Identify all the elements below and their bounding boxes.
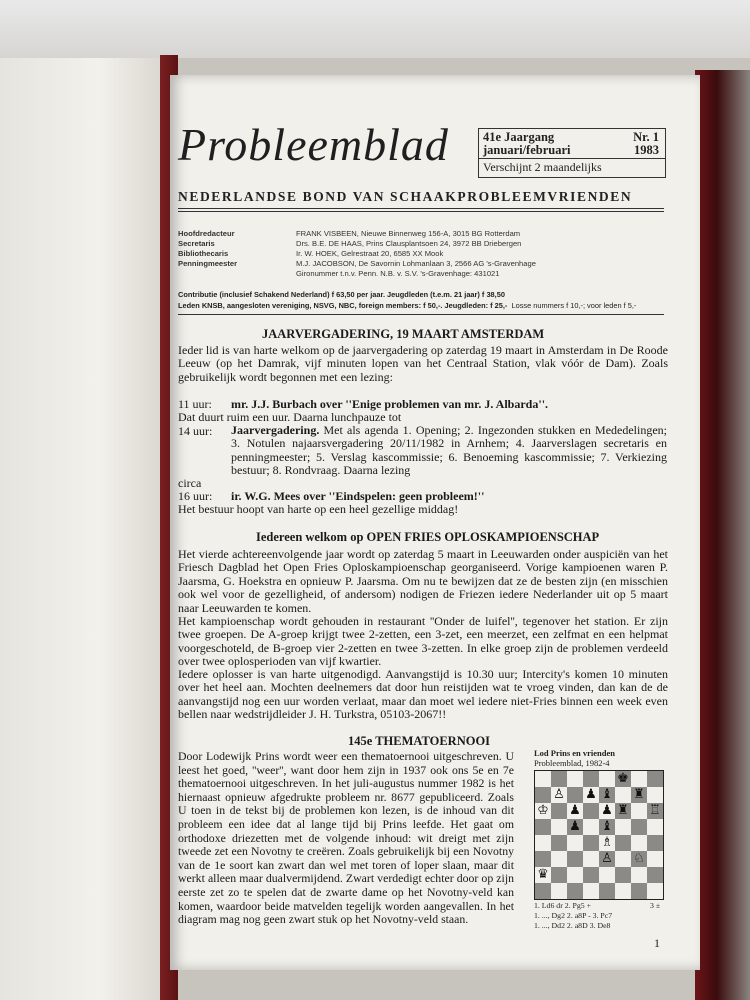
page-number: 1 <box>654 936 660 950</box>
board-square <box>567 851 583 867</box>
board-square <box>551 803 567 819</box>
agenda-lecture-1: mr. J.J. Burbach over ''Enige problemen van mr. J. Albarda''. <box>231 397 549 411</box>
chess-piece: ♝ <box>601 787 613 802</box>
board-square <box>535 787 551 803</box>
contributie-line: Contributie (inclusief Schakend Nederland) f 63,50 per jaar. Jeugdleden (t.e.m. 21 jaar) f 38,50 <box>178 290 505 299</box>
left-page-blank <box>0 58 165 1000</box>
staff-label: Secretaris <box>178 239 215 248</box>
issue-number: Nr. 1 <box>633 130 659 144</box>
board-square <box>631 803 647 819</box>
chess-piece: ♟ <box>569 803 581 818</box>
agenda-time: 11 uur: <box>178 397 212 411</box>
board-square <box>631 771 647 787</box>
meeting-heading: JAARVERGADERING, 19 MAART AMSTERDAM <box>262 327 545 341</box>
staff-value: Gironummer t.n.v. Penn. N.B. v. S.V. 's-Gravenhage: 431021 <box>296 269 500 278</box>
issue-frequency: Verschijnt 2 maandelijks <box>483 160 602 174</box>
chess-piece: ♜ <box>633 787 645 802</box>
agenda-after: Dat duurt ruim een uur. Daarna lunchpauze tot <box>178 410 402 424</box>
chess-piece: ♙ <box>601 851 613 866</box>
board-square <box>647 835 663 851</box>
chess-piece: ♚ <box>617 771 629 786</box>
solution-line: 1. Ld6 dr 2. Pg5 + <box>534 901 592 910</box>
board-square <box>567 867 583 883</box>
board-square <box>551 851 567 867</box>
board-square <box>583 771 599 787</box>
rule-top-2 <box>178 211 664 212</box>
board-square <box>583 867 599 883</box>
fries-paragraph-3: Iedere oplosser is van harte uitgenodigd. Aanvangstijd is 10.30 uur; Intercity's komen 10 minuten over het heel aan. Mochten deelnemers dat door hun reistijden wat te vroeg vinden, dan kan de de aanvangstijd nog een uur worden verlaat, maar dan moet wel iedere niet-Fries binnen een week even bellen naar wedstrijdleider J. H. Turkstra, 05103-2067!! <box>178 667 668 722</box>
staff-value: FRANK VISBEEN, Nieuwe Binnenweg 156-A, 3015 BG Rotterdam <box>296 229 521 238</box>
agenda-lecture-2: ir. W.G. Mees over ''Eindspelen: geen probleem!'' <box>231 489 485 503</box>
board-square <box>615 787 631 803</box>
contributie-bold: Leden KNSB, aangesloten vereniging, NSVG, NBC, foreign members: f 50,-. Jeugdleden: f 25,- <box>178 301 508 310</box>
board-square <box>615 835 631 851</box>
board-square <box>647 771 663 787</box>
board-square <box>631 835 647 851</box>
chess-piece: ♜ <box>617 803 629 818</box>
board-square <box>583 819 599 835</box>
board-square <box>583 803 599 819</box>
board-square <box>631 819 647 835</box>
fries-heading-caps: OPEN FRIES OPLOSKAMPIOENSCHAP <box>366 530 600 544</box>
book-cover-edge <box>695 70 750 1000</box>
agenda-meeting-text: Met als agenda 1. Opening; 2. Ingezonden stukken en Mededelingen; 3. Notulen najaarsvergadering 20/11/1982 in Arnhem; 4. Jaarverslagen secretaris en penningmeester; 5. Verslag kascommissie; 6. Benoeming kascommissie; 7. Verkiezing bestuur; 8. Rondvraag. Daarna lezing <box>231 423 667 478</box>
board-square <box>535 883 551 899</box>
chess-piece: ♗ <box>601 835 613 850</box>
masthead-subtitle: NEDERLANDSE BOND VAN SCHAAKPROBLEEMVRIENDEN <box>178 189 633 204</box>
agenda-circa: circa <box>178 476 202 490</box>
chess-piece: ♝ <box>601 819 613 834</box>
chess-piece: ♛ <box>537 867 549 882</box>
board-square <box>583 835 599 851</box>
board-square <box>551 835 567 851</box>
solution-stipulation: 3 ± <box>650 901 661 910</box>
solution-line: 1. ..., Dd2 2. a8D 3. De8 <box>534 921 611 930</box>
board-square <box>631 883 647 899</box>
board-square <box>647 867 663 883</box>
fries-paragraph-2: Het kampioenschap wordt gehouden in restaurant ''Onder de luifel'', tegenover het station. Er zijn twee groepen. De A-groep krijgt twee 2-zetten, een 3-zet, een meerzet, een zelfmat en een helpmat voorgeschoteld, de B-groep vier 2-zetten en twee 3-zetten. In elke groep zijn de problemen verdeeld over twee oplosperioden van vijf kwartier. <box>178 614 668 669</box>
agenda-meeting <box>231 424 667 478</box>
staff-value: Drs. B.E. DE HAAS, Prins Clausplantsoen 24, 3972 BB Driebergen <box>296 239 522 248</box>
board-square <box>583 851 599 867</box>
masthead-title: Probleemblad <box>178 119 449 170</box>
diagram-caption: Lod Prins en vrienden <box>534 748 615 758</box>
board-square <box>615 883 631 899</box>
board-square <box>551 771 567 787</box>
board-square <box>583 883 599 899</box>
board-square <box>567 835 583 851</box>
board-square <box>551 883 567 899</box>
board-square <box>647 883 663 899</box>
contributie-rest: Losse nummers f 10,-; voor leden f 5,- <box>511 301 637 310</box>
diagram-source: Probleemblad, 1982-4 <box>534 758 610 768</box>
themat-body: Door Lodewijk Prins wordt weer een thematoernooi uitgeschreven. U leest het goed, ''weer'', want door hem zijn in 1937 ook ons 5e en 7e thematoernooi uitgeschreven. In het juli-augustus nummer 1982 is het hiernaast opnieuw afgedrukte probleem nr. 8677 gepubliceerd. Zoals U toen in de tekst bij de problemen kon lezen, is de inhoud van dit probleem een idee dat al lange tijd bij Prins leefde. Het gaat om orthodoxe driezetten met de volgende inhoud: wit dreigt met zijn tweede zet een Novotny te creëren. Zoals gebruikelijk bij een Novotny van de 1e soort kan zwart dan wel met toren of loper slaan, maar dit werkt alleen maar dualvermijdend. Zwart verdedigt echter door op zijn eerste zet zo te spelen dat de zwarte dame op het Novotny-veld kan komen, waardoor beide matvelden tegelijk worden aangevallen. In het diagram mag nog geen zwart stuk op het Novotny-veld staan. <box>178 749 514 927</box>
board-square <box>615 867 631 883</box>
board-square <box>535 819 551 835</box>
board-square <box>631 867 647 883</box>
background-top <box>0 0 750 58</box>
board-square <box>647 819 663 835</box>
board-square <box>535 771 551 787</box>
board-square <box>647 787 663 803</box>
board-square <box>567 883 583 899</box>
board-square <box>567 771 583 787</box>
board-square <box>535 851 551 867</box>
issue-box-divider <box>479 158 665 159</box>
staff-value: Ir. W. HOEK, Gelrestraat 20, 6585 XX Mook <box>296 249 444 258</box>
fries-heading <box>256 530 599 545</box>
staff-label: Hoofdredacteur <box>178 229 235 238</box>
staff-value: M.J. JACOBSON, De Savornin Lohmanlaan 3, 2566 AG 's-Gravenhage <box>296 259 536 268</box>
chess-piece: ♟ <box>585 787 597 802</box>
agenda-time: 14 uur: <box>178 424 213 438</box>
board-square <box>551 867 567 883</box>
issue-period: januari/februari <box>483 143 571 157</box>
fries-heading-plain: Iedereen welkom op <box>256 530 367 544</box>
board-square <box>535 835 551 851</box>
board-square <box>615 851 631 867</box>
agenda-time: 16 uur: <box>178 489 213 503</box>
chess-piece: ♖ <box>649 803 661 818</box>
meeting-closing: Het bestuur hoopt van harte op een heel gezellige middag! <box>178 502 459 516</box>
issue-year: 1983 <box>634 143 659 157</box>
rule-staff <box>178 314 664 315</box>
staff-label: Bibliothecaris <box>178 249 229 258</box>
fries-paragraph-1: Het vierde achtereenvolgende jaar wordt op zaterdag 5 maart in Leeuwarden onder auspiciën van het Friesch Dagblad het Open Fries Oploskampioenschap georganiseerd. Vorige kampioenen waren P. Jaarsma, G. Hoekstra en opnieuw P. Jaarsma. Om nu te bewijzen dat ze de besten zijn (en misschien ook wel voor de gezelligheid, of andersom) nodigen de Friezen iedere Nederlander uit op 5 maart naar Leeuwarden te komen. <box>178 547 668 615</box>
issue-box <box>478 128 666 178</box>
board-square <box>647 851 663 867</box>
themat-heading: 145e THEMATOERNOOI <box>348 734 491 748</box>
chess-piece: ♔ <box>537 803 549 818</box>
chess-piece: ♟ <box>601 803 613 818</box>
solution-line: 1. ..., Dg2 2. a8P - 3. Pc7 <box>534 911 613 920</box>
contributie-line-2 <box>178 301 636 310</box>
board-square <box>599 771 615 787</box>
chess-piece: ♘ <box>633 851 645 866</box>
staff-label: Penningmeester <box>178 259 238 268</box>
jaargang: 41e Jaargang <box>483 130 555 144</box>
meeting-intro: Ieder lid is van harte welkom op de jaarvergadering op zaterdag 19 maart in Amsterdam in De Roode Leeuw (op het Damrak, vijf minuten lopen van het Centraal Station, vlak vóór de Dam). Zoals gebruikelijk wordt begonnen met een lezing: <box>178 343 668 384</box>
board-square <box>599 867 615 883</box>
rule-top <box>178 208 664 209</box>
board-square <box>551 819 567 835</box>
agenda-meeting-bold: Jaarvergadering. <box>231 423 320 437</box>
board-square <box>599 883 615 899</box>
board-square <box>615 819 631 835</box>
chess-piece: ♙ <box>553 787 565 802</box>
board-square <box>567 787 583 803</box>
chess-diagram <box>534 770 664 900</box>
chess-piece: ♟ <box>569 819 581 834</box>
